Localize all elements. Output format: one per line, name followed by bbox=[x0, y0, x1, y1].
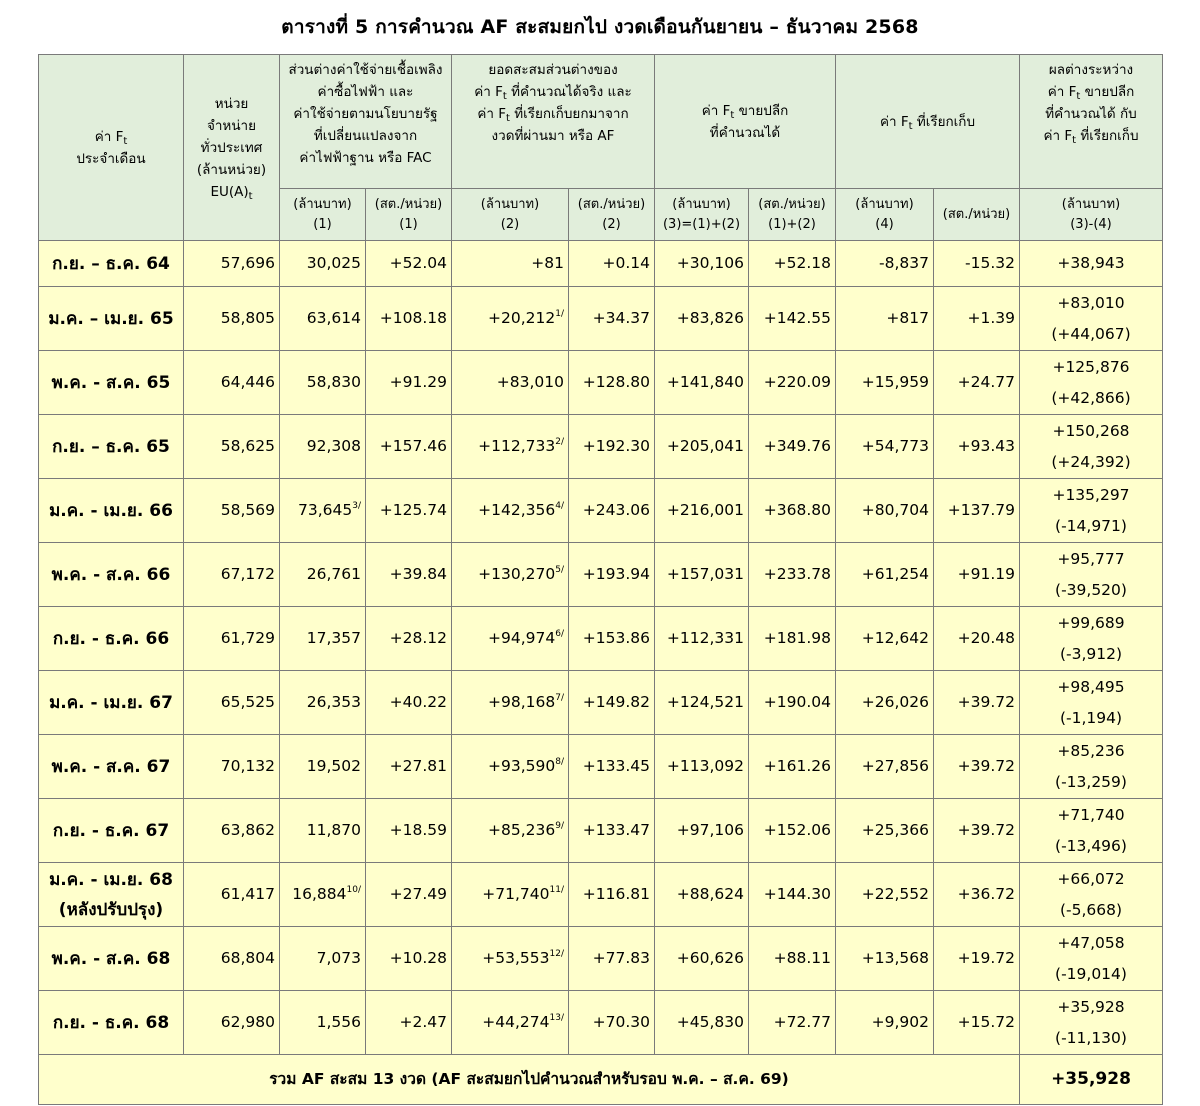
af-satang-cell: +116.81 bbox=[569, 863, 655, 927]
subheader-fac-satang: (สต./หน่วย) (1) bbox=[366, 189, 452, 241]
footnote-marker: 12/ bbox=[549, 949, 564, 959]
retail-mbaht-cell: +157,031 bbox=[655, 543, 749, 607]
collected-mbaht-cell: +25,366 bbox=[836, 799, 934, 863]
af-mbaht-cell: $+94,974^{6/}$ bbox=[452, 607, 569, 671]
retail-mbaht-cell: +141,840 bbox=[655, 351, 749, 415]
fac-satang-cell: +27.81 bbox=[366, 735, 452, 799]
table-row bbox=[39, 543, 1163, 607]
af-satang-cell: +70.30 bbox=[569, 991, 655, 1055]
footnote-marker: 8/ bbox=[555, 757, 564, 767]
af-satang-cell: +193.94 bbox=[569, 543, 655, 607]
period-cell: ก.ย. – ธ.ค. 65 bbox=[39, 415, 184, 479]
fac-satang-cell: +157.46 bbox=[366, 415, 452, 479]
retail-mbaht-cell: +60,626 bbox=[655, 927, 749, 991]
retail-mbaht-cell: +88,624 bbox=[655, 863, 749, 927]
total-label: รวม AF สะสม 13 งวด (AF สะสมยกไปคำนวณสำหรับรอบ พ.ค. – ส.ค. 69) bbox=[39, 1055, 1020, 1105]
period-cell: พ.ค. - ส.ค. 66 bbox=[39, 543, 184, 607]
footnote-marker: 2/ bbox=[555, 437, 564, 447]
retail-satang-cell: +152.06 bbox=[749, 799, 836, 863]
period-cell: พ.ค. - ส.ค. 68 bbox=[39, 927, 184, 991]
af-satang-cell: +34.37 bbox=[569, 287, 655, 351]
af-mbaht-cell: $+20,212^{1/}$ bbox=[452, 287, 569, 351]
period-cell: ก.ย. - ธ.ค. 66 bbox=[39, 607, 184, 671]
retail-satang-cell: +142.55 bbox=[749, 287, 836, 351]
retail-mbaht-cell: +113,092 bbox=[655, 735, 749, 799]
fac-mbaht-cell: 30,025 bbox=[280, 241, 366, 287]
units-cell: 58,805 bbox=[184, 287, 280, 351]
collected-mbaht-cell: +27,856 bbox=[836, 735, 934, 799]
retail-mbaht-cell: +216,001 bbox=[655, 479, 749, 543]
retail-satang-cell: +349.76 bbox=[749, 415, 836, 479]
table-row bbox=[39, 671, 1163, 735]
collected-satang-cell: +39.72 bbox=[934, 799, 1020, 863]
footnote-marker: 13/ bbox=[549, 1013, 564, 1023]
af-mbaht-cell: +81 bbox=[452, 241, 569, 287]
af-satang-cell: +153.86 bbox=[569, 607, 655, 671]
collected-satang-cell: +1.39 bbox=[934, 287, 1020, 351]
period-cell: ม.ค. – เม.ย. 65 bbox=[39, 287, 184, 351]
collected-satang-cell: +24.77 bbox=[934, 351, 1020, 415]
fac-mbaht-cell: $16,884^{10/}$ bbox=[280, 863, 366, 927]
collected-mbaht-cell: +80,704 bbox=[836, 479, 934, 543]
af-mbaht-cell: $+98,168^{7/}$ bbox=[452, 671, 569, 735]
fac-satang-cell: +40.22 bbox=[366, 671, 452, 735]
table-row bbox=[39, 287, 1163, 351]
fac-satang-cell: +18.59 bbox=[366, 799, 452, 863]
footnote-marker: 11/ bbox=[549, 885, 564, 895]
af-satang-cell: +192.30 bbox=[569, 415, 655, 479]
table-row bbox=[39, 479, 1163, 543]
collected-satang-cell: +19.72 bbox=[934, 927, 1020, 991]
retail-mbaht-cell: +97,106 bbox=[655, 799, 749, 863]
collected-mbaht-cell: +817 bbox=[836, 287, 934, 351]
table-row bbox=[39, 241, 1163, 287]
difference-cell: +38,943 bbox=[1020, 241, 1163, 287]
header-accumulated-af: ยอดสะสมส่วนต่างของ ค่า $F_t$ ที่คำนวณได้จริง และ ค่า $F_t$ ที่เรียกเก็บยกมาจาก งวดที่ผ่านมา หรือ AF bbox=[452, 55, 655, 189]
header-collected-ft: ค่า $F_t$ ที่เรียกเก็บ bbox=[836, 55, 1020, 189]
retail-mbaht-cell: +83,826 bbox=[655, 287, 749, 351]
collected-mbaht-cell: +54,773 bbox=[836, 415, 934, 479]
units-cell: 62,980 bbox=[184, 991, 280, 1055]
period-cell: ก.ย. - ธ.ค. 67 bbox=[39, 799, 184, 863]
collected-mbaht-cell: +9,902 bbox=[836, 991, 934, 1055]
collected-satang-cell: +39.72 bbox=[934, 671, 1020, 735]
footnote-marker: 10/ bbox=[346, 885, 361, 895]
units-cell: 58,569 bbox=[184, 479, 280, 543]
af-mbaht-cell: $+71,740^{11/}$ bbox=[452, 863, 569, 927]
difference-cell: +95,777 (-39,520) bbox=[1020, 543, 1163, 607]
af-mbaht-cell: $+142,356^{4/}$ bbox=[452, 479, 569, 543]
units-cell: 67,172 bbox=[184, 543, 280, 607]
af-satang-cell: +0.14 bbox=[569, 241, 655, 287]
fac-mbaht-cell: 7,073 bbox=[280, 927, 366, 991]
af-mbaht-cell: $+85,236^{9/}$ bbox=[452, 799, 569, 863]
difference-cell: +135,297 (-14,971) bbox=[1020, 479, 1163, 543]
table-row bbox=[39, 415, 1163, 479]
af-satang-cell: +243.06 bbox=[569, 479, 655, 543]
header-units: หน่วย จำหน่าย ทั่วประเทศ (ล้านหน่วย) $EU(A)_t$ bbox=[184, 55, 280, 241]
fac-mbaht-cell: 26,761 bbox=[280, 543, 366, 607]
table-body bbox=[39, 241, 1163, 1105]
fac-satang-cell: +2.47 bbox=[366, 991, 452, 1055]
collected-satang-cell: +93.43 bbox=[934, 415, 1020, 479]
retail-satang-cell: +88.11 bbox=[749, 927, 836, 991]
fac-mbaht-cell: 63,614 bbox=[280, 287, 366, 351]
af-satang-cell: +128.80 bbox=[569, 351, 655, 415]
period-cell: พ.ค. - ส.ค. 67 bbox=[39, 735, 184, 799]
retail-satang-cell: +190.04 bbox=[749, 671, 836, 735]
fac-mbaht-cell: 1,556 bbox=[280, 991, 366, 1055]
difference-cell: +66,072 (-5,668) bbox=[1020, 863, 1163, 927]
units-cell: 63,862 bbox=[184, 799, 280, 863]
fac-mbaht-cell: 19,502 bbox=[280, 735, 366, 799]
collected-satang-cell: +36.72 bbox=[934, 863, 1020, 927]
difference-cell: +71,740 (-13,496) bbox=[1020, 799, 1163, 863]
period-cell: ม.ค. - เม.ย. 68 (หลังปรับปรุง) bbox=[39, 863, 184, 927]
table-title: ตารางที่ 5 การคำนวณ AF สะสมยกไป งวดเดือนกันยายน – ธันวาคม 2568 bbox=[281, 16, 919, 38]
fac-mbaht-cell: 26,353 bbox=[280, 671, 366, 735]
footnote-marker: 3/ bbox=[352, 501, 361, 511]
retail-satang-cell: +368.80 bbox=[749, 479, 836, 543]
footnote-marker: 5/ bbox=[555, 565, 564, 575]
af-mbaht-cell: $+93,590^{8/}$ bbox=[452, 735, 569, 799]
subheader-retail-mbaht: (ล้านบาท) (3)=(1)+(2) bbox=[655, 189, 749, 241]
difference-cell: +125,876 (+42,866) bbox=[1020, 351, 1163, 415]
af-mbaht-cell: $+130,270^{5/}$ bbox=[452, 543, 569, 607]
retail-mbaht-cell: +205,041 bbox=[655, 415, 749, 479]
fac-satang-cell: +27.49 bbox=[366, 863, 452, 927]
footnote-marker: 9/ bbox=[555, 821, 564, 831]
difference-cell: +99,689 (-3,912) bbox=[1020, 607, 1163, 671]
table-header bbox=[39, 55, 1163, 241]
table-row bbox=[39, 351, 1163, 415]
table-row bbox=[39, 735, 1163, 799]
collected-mbaht-cell: +12,642 bbox=[836, 607, 934, 671]
units-cell: 61,729 bbox=[184, 607, 280, 671]
af-mbaht-cell: $+53,553^{12/}$ bbox=[452, 927, 569, 991]
af-satang-cell: +149.82 bbox=[569, 671, 655, 735]
fac-mbaht-cell: 11,870 bbox=[280, 799, 366, 863]
header-fac: ส่วนต่างค่าใช้จ่ายเชื้อเพลิง ค่าซื้อไฟฟ้า และ ค่าใช้จ่ายตามนโยบายรัฐ ที่เปลี่ยนแปลงจาก ค่าไฟฟ้าฐาน หรือ FAC bbox=[280, 55, 452, 189]
total-value: +35,928 bbox=[1020, 1055, 1163, 1105]
fac-satang-cell: +91.29 bbox=[366, 351, 452, 415]
total-row bbox=[39, 1055, 1163, 1105]
subheader-retail-satang: (สต./หน่วย) (1)+(2) bbox=[749, 189, 836, 241]
table-row bbox=[39, 991, 1163, 1055]
fac-satang-cell: +108.18 bbox=[366, 287, 452, 351]
subheader-af-satang: (สต./หน่วย) (2) bbox=[569, 189, 655, 241]
retail-satang-cell: +144.30 bbox=[749, 863, 836, 927]
fac-mbaht-cell: $73,645^{3/}$ bbox=[280, 479, 366, 543]
fac-mbaht-cell: 17,357 bbox=[280, 607, 366, 671]
af-table bbox=[38, 54, 1163, 1105]
af-satang-cell: +133.47 bbox=[569, 799, 655, 863]
period-cell: พ.ค. - ส.ค. 65 bbox=[39, 351, 184, 415]
period-cell: ม.ค. - เม.ย. 67 bbox=[39, 671, 184, 735]
collected-mbaht-cell: +15,959 bbox=[836, 351, 934, 415]
retail-satang-cell: +233.78 bbox=[749, 543, 836, 607]
collected-satang-cell: +137.79 bbox=[934, 479, 1020, 543]
retail-mbaht-cell: +30,106 bbox=[655, 241, 749, 287]
header-difference: ผลต่างระหว่าง ค่า $F_t$ ขายปลีก ที่คำนวณได้ กับ ค่า $F_t$ ที่เรียกเก็บ bbox=[1020, 55, 1163, 189]
retail-satang-cell: +161.26 bbox=[749, 735, 836, 799]
difference-cell: +98,495 (-1,194) bbox=[1020, 671, 1163, 735]
collected-mbaht-cell: +61,254 bbox=[836, 543, 934, 607]
subheader-af-mbaht: (ล้านบาท) (2) bbox=[452, 189, 569, 241]
collected-mbaht-cell: +26,026 bbox=[836, 671, 934, 735]
fac-satang-cell: +10.28 bbox=[366, 927, 452, 991]
difference-cell: +85,236 (-13,259) bbox=[1020, 735, 1163, 799]
fac-satang-cell: +125.74 bbox=[366, 479, 452, 543]
subheader-fac-mbaht: (ล้านบาท) (1) bbox=[280, 189, 366, 241]
fac-satang-cell: +52.04 bbox=[366, 241, 452, 287]
footnote-marker: 7/ bbox=[555, 693, 564, 703]
period-cell: ก.ย. - ธ.ค. 68 bbox=[39, 991, 184, 1055]
retail-satang-cell: +220.09 bbox=[749, 351, 836, 415]
difference-cell: +83,010 (+44,067) bbox=[1020, 287, 1163, 351]
footnote-marker: 6/ bbox=[555, 629, 564, 639]
footnote-marker: 4/ bbox=[555, 501, 564, 511]
af-mbaht-cell: $+44,274^{13/}$ bbox=[452, 991, 569, 1055]
difference-cell: +35,928 (-11,130) bbox=[1020, 991, 1163, 1055]
table-row bbox=[39, 927, 1163, 991]
fac-mbaht-cell: 58,830 bbox=[280, 351, 366, 415]
subheader-collected-mbaht: (ล้านบาท) (4) bbox=[836, 189, 934, 241]
period-cell: ม.ค. - เม.ย. 66 bbox=[39, 479, 184, 543]
retail-satang-cell: +181.98 bbox=[749, 607, 836, 671]
collected-satang-cell: +91.19 bbox=[934, 543, 1020, 607]
af-mbaht-cell: +83,010 bbox=[452, 351, 569, 415]
table-row bbox=[39, 607, 1163, 671]
collected-satang-cell: +39.72 bbox=[934, 735, 1020, 799]
collected-satang-cell: +15.72 bbox=[934, 991, 1020, 1055]
difference-cell: +47,058 (-19,014) bbox=[1020, 927, 1163, 991]
collected-mbaht-cell: +22,552 bbox=[836, 863, 934, 927]
units-cell: 68,804 bbox=[184, 927, 280, 991]
units-cell: 57,696 bbox=[184, 241, 280, 287]
retail-mbaht-cell: +45,830 bbox=[655, 991, 749, 1055]
retail-satang-cell: +52.18 bbox=[749, 241, 836, 287]
table-row bbox=[39, 863, 1163, 927]
header-ft-month: ค่า $F_t$ ประจำเดือน bbox=[39, 55, 184, 241]
retail-mbaht-cell: +124,521 bbox=[655, 671, 749, 735]
retail-satang-cell: +72.77 bbox=[749, 991, 836, 1055]
fac-satang-cell: +39.84 bbox=[366, 543, 452, 607]
units-cell: 58,625 bbox=[184, 415, 280, 479]
units-cell: 70,132 bbox=[184, 735, 280, 799]
af-satang-cell: +133.45 bbox=[569, 735, 655, 799]
units-cell: 65,525 bbox=[184, 671, 280, 735]
collected-satang-cell: -15.32 bbox=[934, 241, 1020, 287]
af-mbaht-cell: $+112,733^{2/}$ bbox=[452, 415, 569, 479]
subheader-collected-satang: (สต./หน่วย) bbox=[934, 189, 1020, 241]
collected-mbaht-cell: +13,568 bbox=[836, 927, 934, 991]
subheader-diff-mbaht: (ล้านบาท) (3)-(4) bbox=[1020, 189, 1163, 241]
period-cell: ก.ย. – ธ.ค. 64 bbox=[39, 241, 184, 287]
units-cell: 61,417 bbox=[184, 863, 280, 927]
af-satang-cell: +77.83 bbox=[569, 927, 655, 991]
header-retail-ft: ค่า $F_t$ ขายปลีก ที่คำนวณได้ bbox=[655, 55, 836, 189]
retail-mbaht-cell: +112,331 bbox=[655, 607, 749, 671]
fac-mbaht-cell: 92,308 bbox=[280, 415, 366, 479]
collected-mbaht-cell: -8,837 bbox=[836, 241, 934, 287]
difference-cell: +150,268 (+24,392) bbox=[1020, 415, 1163, 479]
fac-satang-cell: +28.12 bbox=[366, 607, 452, 671]
units-cell: 64,446 bbox=[184, 351, 280, 415]
footnote-marker: 1/ bbox=[555, 309, 564, 319]
collected-satang-cell: +20.48 bbox=[934, 607, 1020, 671]
table-row bbox=[39, 799, 1163, 863]
